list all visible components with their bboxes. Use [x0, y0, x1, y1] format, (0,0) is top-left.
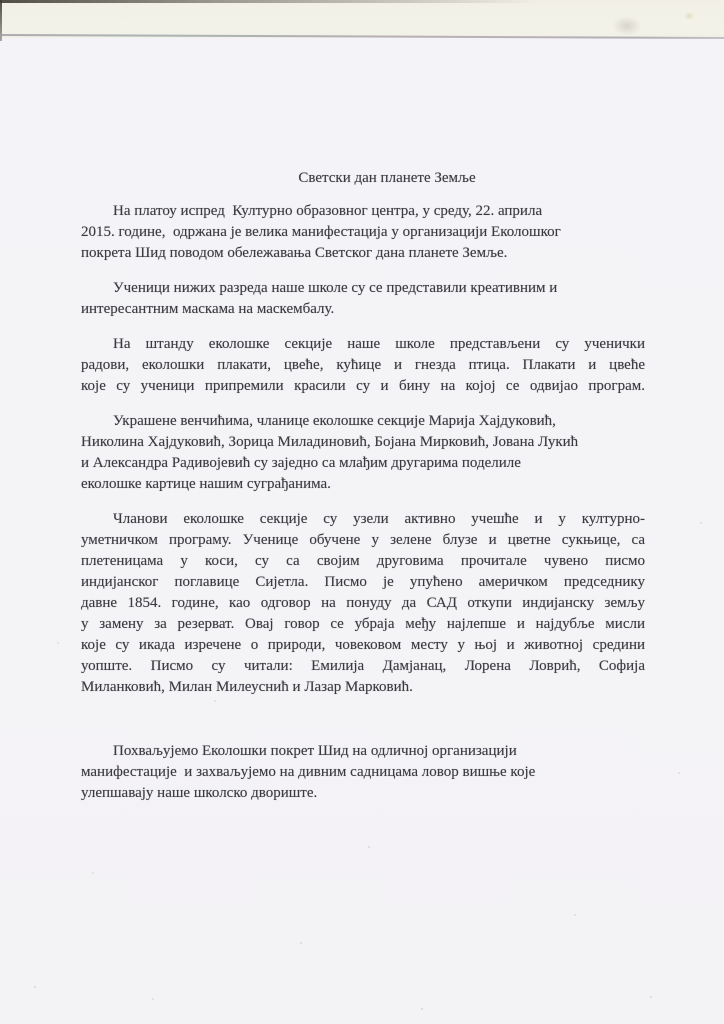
text-line: Николина Хајдуковић, Зорица Миладиновић, Бојана Мирковић, Јована Лукић: [81, 434, 579, 450]
document-body: [81, 201, 645, 804]
text-line: Похваљујемо Еколошки покрет Шид на одличној организацији: [113, 743, 517, 759]
text-line: плетеницама у коси, су са својим друговима прочитале чувено писмо: [81, 553, 645, 569]
text-line: Миланковић, Милан Милеуснић и Лазар Марковић.: [81, 679, 413, 695]
text-line: давне 1854. године, као одговор на понуду да САД откупи индијанску земљу: [81, 595, 645, 611]
paragraph: [81, 278, 645, 320]
text-line: интересантним маскама на маскембалу.: [81, 301, 335, 317]
paragraph: [81, 334, 645, 397]
text-line: Ученици нижих разреда наше школе су се представили креативним и: [113, 280, 558, 296]
text-line: На платоу испред Културно образовног центра, у среду, 22. априла: [113, 203, 543, 219]
text-line: Чланови еколошке секције су узели активно учешће и у културно-: [113, 511, 645, 527]
document-title: Светски дан планете Земље: [298, 170, 476, 186]
text-line: еколошке картице нашим суграђанима.: [81, 476, 331, 492]
scan-edge-shadow-top: [0, 0, 540, 3]
text-line: радови, еколошки плакати, цвеће, кућице и гнезда птица. Плакати и цвеће: [81, 357, 645, 373]
text-line: уопште. Писмо су читали: Емилија Дамјанац, Лорена Ловрић, Софија: [81, 658, 645, 674]
text-line: које су ученици припремили красили су и бину на којој се одвијао програм.: [81, 378, 645, 394]
text-line: Украшене венчићима, чланице еколошке секције Марија Хајдуковић,: [113, 413, 556, 429]
text-line: покрета Шид поводом обележавања Светског дана планете Земље.: [81, 245, 508, 261]
text-line: уметничком програму. Ученице обучене у зелене блузе и цветне сукњице, са: [81, 532, 645, 548]
paragraph: [81, 201, 645, 264]
text-line: 2015. године, одржана је велика манифестација у организацији Еколошког: [81, 224, 561, 240]
text-line: улепшавају наше школско двориште.: [81, 785, 318, 801]
paragraph: [81, 411, 645, 495]
paragraph: [81, 509, 645, 698]
text-line: и Александра Радивојевић су заједно са млађим другарима поделиле: [81, 455, 521, 471]
scan-smudge: [684, 12, 694, 20]
text-line: које су икада изречене о природи, човековом месту у њој и животној средини: [81, 637, 645, 653]
scan-noise: [0, 0, 2, 2]
scan-smudge: [612, 16, 642, 36]
paragraph: [81, 741, 645, 804]
text-line: индијанског поглавице Сијетла. Писмо је упућено америчком председнику: [81, 574, 645, 590]
text-block: [81, 168, 645, 818]
text-line: у замену за резерват. Овај говор се убраја међу најлепше и најдубље мисли: [81, 616, 645, 632]
text-line: манифестације и захваљујемо на дивним садницама ловор вишње које: [81, 764, 536, 780]
text-line: На штанду еколошке секције наше школе представљени су ученички: [113, 336, 645, 352]
